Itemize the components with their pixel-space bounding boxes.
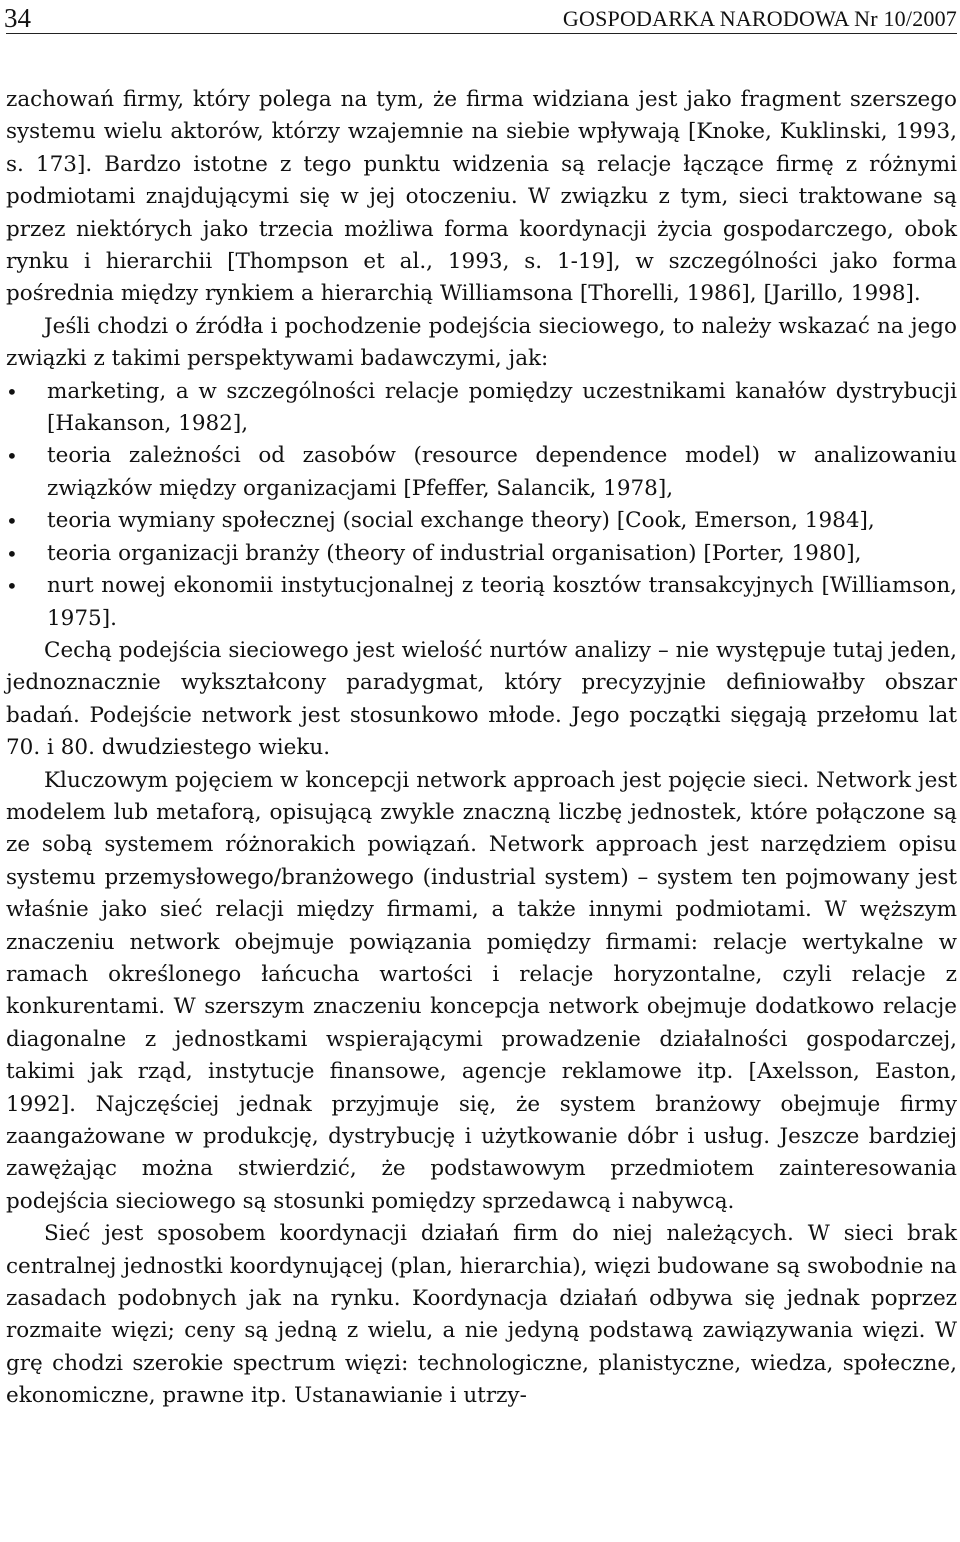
list-item-text: teoria organizacji branży (theory of industrial organisation) [Porter, 1980], [47,540,862,566]
list-item [6,440,957,505]
paragraph-continuation: zachowań firmy, który polega na tym, że firma widziana jest jako fragment szerszego systemu wielu aktorów, którzy wzajemnie na siebie wpływają [Knoke, Kuklinski, 1993, s. 173]. Bardzo istotne z tego punktu widzenia są relacje łączące firmę z różnymi podmiotami znajdującymi się w jej otoczeniu. W związku z tym, sieci traktowane są przez niektórych jako trzecia możliwa forma koordynacji życia gospodarczego, obok rynku i hierarchii [Thompson et al., 1993, s. 1-19], w szczególności jako forma pośrednia między rynkiem a hierarchią Williamsona [Thorelli, 1986], [Jarillo, 1998]. [6,87,957,307]
bullet-icon: • [6,509,18,534]
paragraph-network-concept: Kluczowym pojęciem w koncepcji network approach jest pojęcie sieci. Network jest modelem lub metaforą, opisującą zwykle znaczną liczbę jednostek, które połączone są ze sobą systemem różnorakich powiązań. Network approach jest narzędziem opisu systemu przemysłowego/branżowego (industrial system) – system ten pojmowany jest właśnie jako sieć relacji między firmami, a także innymi podmiotami. W węższym znaczeniu network obejmuje powiązania pomiędzy firmami: relacje wertykalne w ramach określonego łańcucha wartości i relacje horyzontalne, czyli relacje z konkurentami. W szerszym znaczeniu koncepcja network obejmuje dodatkowo relacje diagonalne z jednostkami wspierającymi prowadzenie działalności gospodarczej, takimi jak rząd, instytucje finansowe, agencje reklamowe itp. [Axelsson, Easton, 1992]. Najczęściej jednak przyjmuje się, że system branżowy obejmuje firmy zaangażowane w produkcję, dystrybucję i użytkowanie dóbr i usług. Jeszcze bardziej zawężając można stwierdzić, że podstawowym przedmiotem zainteresowania podejścia sieciowego są stosunki pomiędzy sprzedawcą i nabywcą. [6,767,957,1214]
paragraph-coordination: Sieć jest sposobem koordynacji działań firm do niej należących. W sieci brak centralnej jednostki koordynującej (plan, hierarchia), więzi budowane są swobodnie na zasadach podobnych jak na rynku. Koordynacja działań odbywa się jednak poprzez rozmaite więzi; ceny są jedną z wielu, a nie jedyną podstawą zawiązywania więzi. W grę chodzi szerokie spectrum więzi: technologiczne, planistyczne, wiedza, społeczne, ekonomiczne, prawne itp. Ustanawianie i utrzy- [6,1221,957,1409]
body-text [6,84,957,1413]
list-item [6,570,957,635]
running-header [6,0,957,34]
bullet-icon: • [6,379,18,404]
bullet-icon: • [6,541,18,566]
list-item-text: nurt nowej ekonomii instytucjonalnej z teorią kosztów transakcyjnych [Williamson, 1975]. [47,573,957,631]
list-item-text: marketing, a w szczególności relacje pomiędzy uczestnikami kanałów dystrybucji [Hakanson, 1982], [47,378,957,437]
bullet-list [6,376,957,635]
list-item [6,376,957,441]
list-item-text: teoria wymiany społecznej (social exchange theory) [Cook, Emerson, 1984], [47,508,875,534]
bullet-icon: • [6,574,18,599]
list-item [6,505,957,537]
paragraph-paradigm: Cechą podejścia sieciowego jest wielość nurtów analizy – nie występuje tutaj jeden, jednoznacznie wykształcony paradygmat, który precyzyjnie definiowałby obszar badań. Podejście network jest stosunkowo młode. Jego początki sięgają przełomu lat 70. i 80. dwudziestego wieku. [6,637,957,761]
bullet-icon: • [6,444,18,469]
journal-title: GOSPODARKA NARODOWA Nr 10/2007 [562,6,957,31]
page-number: 34 [4,3,31,33]
list-item-text: teoria zależności od zasobów (resource dependence model) w analizowaniu związków między organizacjami [Pfeffer, Salancik, 1978], [47,443,957,501]
list-item [6,538,957,570]
paragraph-sources: Jeśli chodzi o źródła i pochodzenie podejścia sieciowego, to należy wskazać na jego związki z takimi perspektywami badawczymi, jak: [6,313,957,372]
